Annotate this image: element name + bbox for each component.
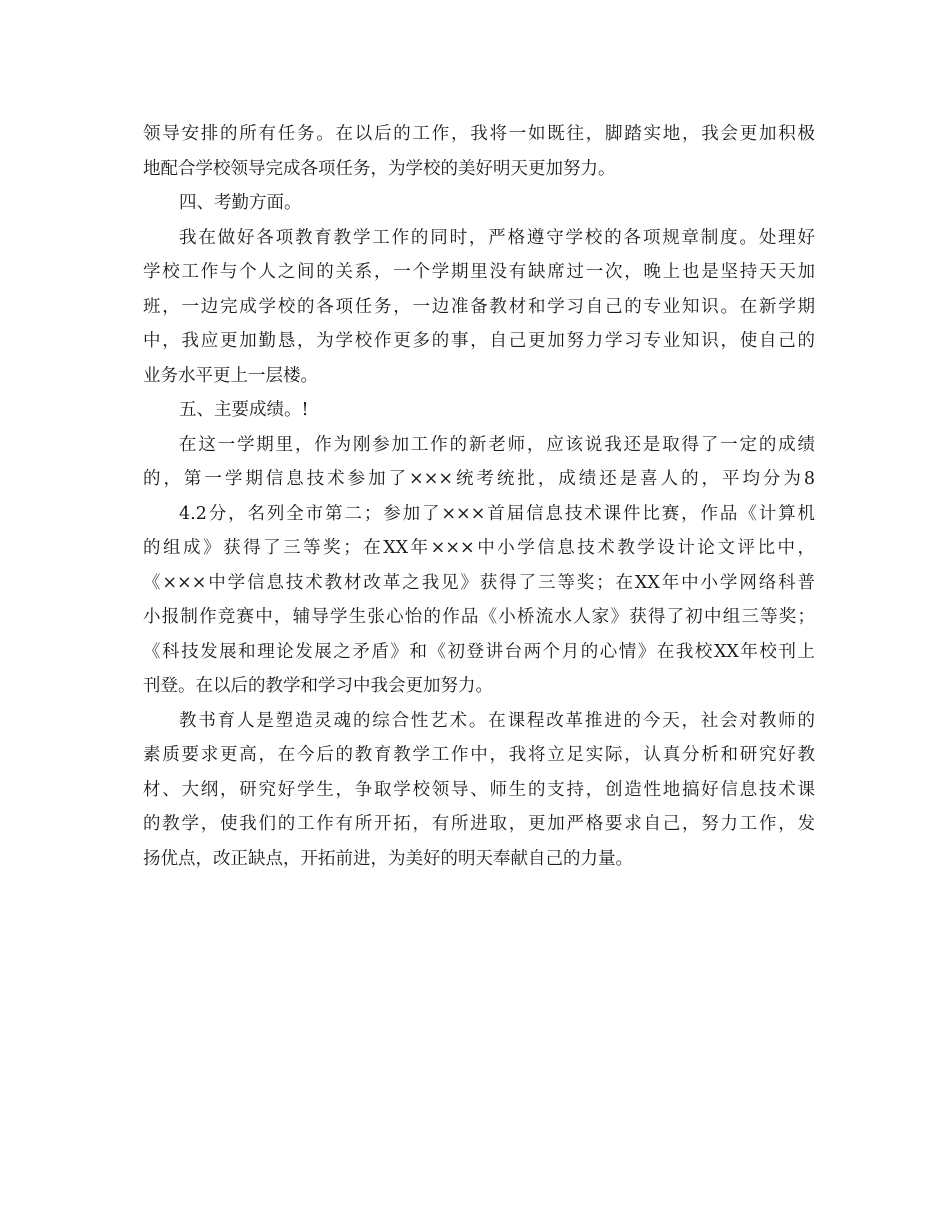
text-line: 班，一边完成学校的各项任务，一边准备教材和学习自己的专业知识。在新学期 bbox=[143, 296, 815, 317]
text-line: 刊登。在以后的教学和学习中我会更加努力。 bbox=[143, 676, 493, 696]
text-line: 材、大纲，研究好学生，争取学校领导、师生的支持，创造性地搞好信息技术课 bbox=[143, 779, 815, 800]
text-line: 的组成》获得了三等奖；在XX年×××中小学信息技术教学设计论文评比中， bbox=[143, 538, 815, 558]
text-line: 业务水平更上一层楼。 bbox=[143, 365, 318, 386]
text-line: 四、考勤方面。 bbox=[179, 193, 302, 213]
text-line: 4.2分，名列全市第二；参加了×××首届信息技术课件比赛，作品《计算机 bbox=[179, 503, 815, 524]
text-line: 中，我应更加勤恳，为学校作更多的事，自己更加努力学习专业知识，使自己的 bbox=[143, 331, 815, 351]
text-line: 扬优点，改正缺点，开拓前进，为美好的明天奉献自己的力量。 bbox=[143, 848, 633, 869]
text-line: 地配合学校领导完成各项任务，为学校的美好明天更加努力。 bbox=[143, 158, 616, 179]
text-line: 领导安排的所有任务。在以后的工作，我将一如既往，脚踏实地，我会更加积极 bbox=[143, 124, 815, 144]
text-line: 《×××中学信息技术教材改革之我见》获得了三等奖；在XX年中小学网络科普 bbox=[143, 572, 815, 593]
text-line: 《科技发展和理论发展之矛盾》和《初登讲台两个月的心情》在我校XX年校刊上 bbox=[143, 641, 815, 662]
text-line: 五、主要成绩。! bbox=[179, 400, 309, 420]
text-line: 小报制作竞赛中，辅导学生张心怡的作品《小桥流水人家》获得了初中组三等奖； bbox=[143, 607, 815, 627]
text-line: 的教学，使我们的工作有所开拓，有所进取，更加严格要求自己，努力工作，发 bbox=[143, 814, 815, 834]
text-line: 在这一学期里，作为刚参加工作的新老师，应该说我还是取得了一定的成绩 bbox=[179, 434, 815, 455]
text-line: 的，第一学期信息技术参加了×××统考统批，成绩还是喜人的，平均分为8 bbox=[143, 469, 815, 489]
text-line: 教书育人是塑造灵魂的综合性艺术。在课程改革推进的今天，社会对教师的 bbox=[179, 710, 815, 731]
text-line: 学校工作与个人之间的关系，一个学期里没有缺席过一次，晚上也是坚持天天加 bbox=[143, 262, 815, 282]
document-body bbox=[143, 117, 815, 876]
text-line: 素质要求更高，在今后的教育教学工作中，我将立足实际，认真分析和研究好教 bbox=[143, 745, 815, 765]
text-line: 我在做好各项教育教学工作的同时，严格遵守学校的各项规章制度。处理好 bbox=[179, 227, 815, 248]
